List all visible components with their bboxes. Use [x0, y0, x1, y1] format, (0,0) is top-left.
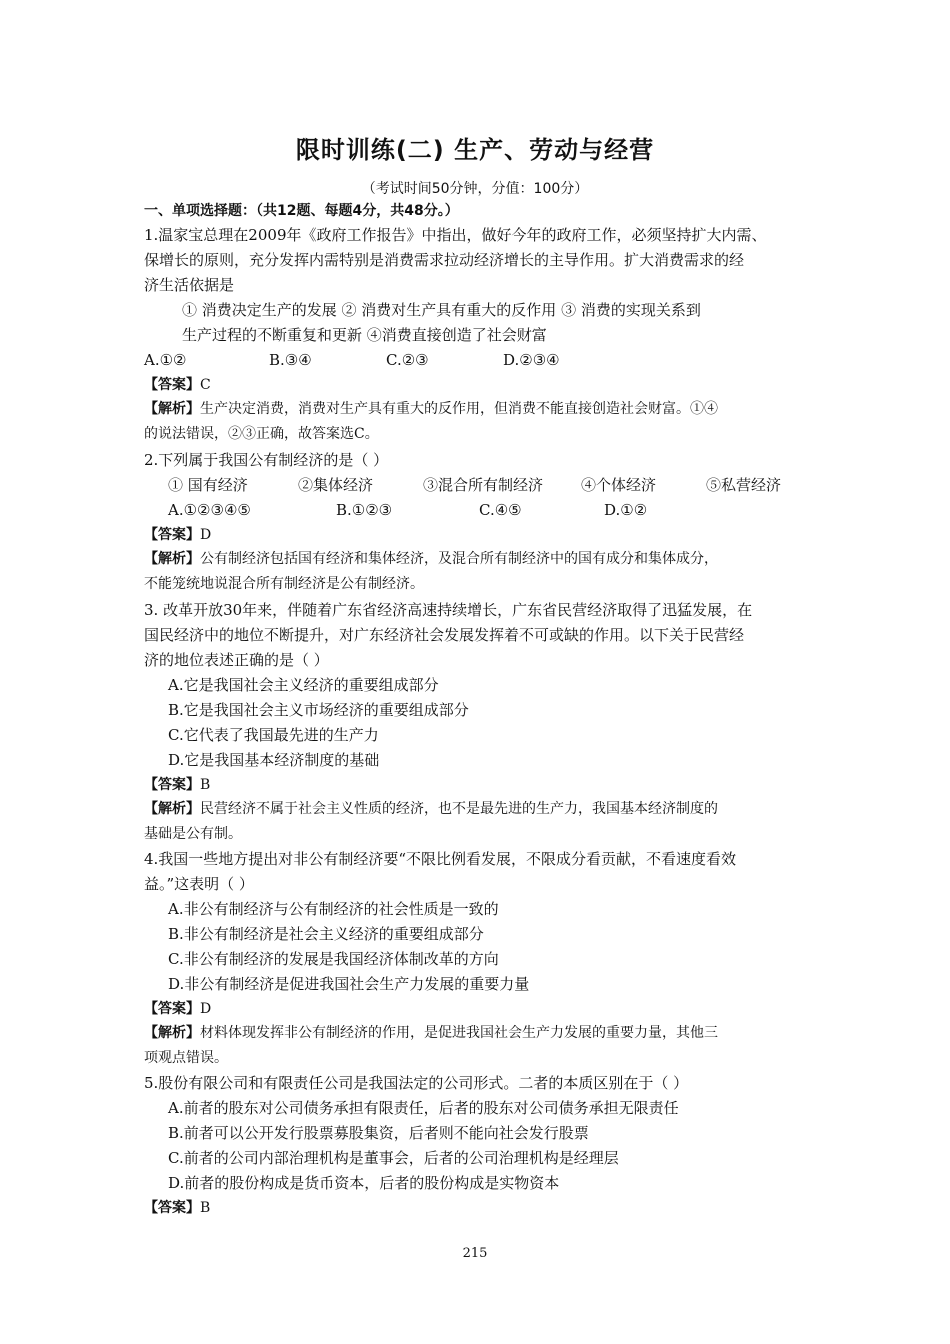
q4-answer-value: D	[200, 1001, 212, 1017]
q4-stem-line-1: 4.我国一些地方提出对非公有制经济要“不限比例看发展，不限成分看贡献，不看速度看效	[144, 850, 736, 868]
q4-option-d: D.非公有制经济是促进我国社会生产力发展的重要力量	[168, 975, 530, 993]
q5-stem: 5.股份有限公司和有限责任公司是我国法定的公司形式。二者的本质区别在于（ ）	[144, 1074, 689, 1092]
q1-option-b: B.③④	[269, 351, 312, 369]
q2-option-b: B.①②③	[336, 501, 393, 519]
q2-explanation-line-2: 不能笼统地说混合所有制经济是公有制经济。	[144, 576, 424, 592]
q1-explanation-line-1: 【解析】生产决定消费，消费对生产具有重大的反作用，但消费不能直接创造社会财富。①④	[144, 401, 718, 417]
q2-option-c: C.④⑤	[479, 501, 522, 519]
q2-answer-value: D	[200, 527, 212, 543]
q4-stem-line-2: 益。”这表明（ ）	[144, 875, 254, 893]
q3-explanation-line-2: 基础是公有制。	[144, 826, 242, 842]
explain-label: 【解析】	[144, 401, 200, 417]
q4-option-b: B.非公有制经济是社会主义经济的重要组成部分	[168, 925, 484, 943]
q1-item-line-2: 生产过程的不断重复和更新 ④消费直接创造了社会财富	[182, 326, 547, 344]
q3-option-d: D.它是我国基本经济制度的基础	[168, 751, 380, 769]
q3-answer-value: B	[200, 777, 211, 793]
q3-option-b: B.它是我国社会主义市场经济的重要组成部分	[168, 701, 469, 719]
q2-explanation-line-1: 【解析】公有制经济包括国有经济和集体经济，及混合所有制经济中的国有成分和集体成分，	[144, 551, 718, 567]
q2-item-1: ① 国有经济	[168, 476, 248, 494]
q2-stem: 2.下列属于我国公有制经济的是（ ）	[144, 451, 389, 469]
q1-stem-line-1: 1.温家宝总理在2009年《政府工作报告》中指出，做好今年的政府工作，必须坚持扩大内需、	[144, 226, 767, 244]
q2-item-4: ④个体经济	[581, 476, 657, 494]
q4-option-c: C.非公有制经济的发展是我国经济体制改革的方向	[168, 950, 499, 968]
q5-option-d: D.前者的股份构成是货币资本，后者的股份构成是实物资本	[168, 1174, 560, 1192]
q3-stem-line-2: 国民经济中的地位不断提升，对广东经济社会发展发挥着不可或缺的作用。以下关于民营经	[144, 626, 745, 644]
page-title: 限时训练(二) 生产、劳动与经营	[295, 136, 655, 164]
q1-stem-line-2: 保增长的原则，充分发挥内需特别是消费需求拉动经济增长的主导作用。扩大消费需求的经	[144, 251, 745, 269]
q3-answer: 【答案】B	[144, 777, 211, 793]
q2-item-5: ⑤私营经济	[706, 476, 782, 494]
exam-info: （考试时间50分钟，分值：100分）	[361, 181, 589, 197]
q1-answer-value: C	[200, 377, 211, 393]
q5-option-b: B.前者可以公开发行股票募股集资，后者则不能向社会发行股票	[168, 1124, 589, 1142]
q5-answer: 【答案】B	[144, 1200, 211, 1216]
q1-item-line-1: ① 消费决定生产的发展 ② 消费对生产具有重大的反作用 ③ 消费的实现关系到	[182, 301, 701, 319]
q4-answer: 【答案】D	[144, 1001, 212, 1017]
q5-answer-value: B	[200, 1200, 211, 1216]
q1-stem-line-3: 济生活依据是	[144, 276, 235, 294]
q4-explanation-line-1: 【解析】材料体现发挥非公有制经济的作用，是促进我国社会生产力发展的重要力量，其他三	[144, 1025, 718, 1041]
q1-answer	[144, 374, 211, 396]
q1-option-c: C.②③	[386, 351, 429, 369]
section-heading: 一、单项选择题：（共12题、每题4分，共48分。）	[144, 203, 459, 219]
q2-option-d: D.①②	[604, 501, 648, 519]
q1-options	[144, 349, 560, 371]
q2-item-3: ③混合所有制经济	[423, 476, 544, 494]
q1-option-a: A.①②	[144, 351, 187, 369]
q3-stem-line-1: 3. 改革开放30年来，伴随着广东省经济高速持续增长，广东省民营经济取得了迅猛发展，在	[144, 601, 753, 619]
q4-option-a: A.非公有制经济与公有制经济的社会性质是一致的	[168, 900, 499, 918]
q1-explanation-line-2: 的说法错误，②③正确，故答案选C。	[144, 426, 379, 442]
q3-explanation-line-1: 【解析】民营经济不属于社会主义性质的经济，也不是最先进的生产力，我国基本经济制度的	[144, 801, 718, 817]
q2-options	[168, 499, 647, 521]
page-number: 215	[462, 1246, 488, 1261]
q4-explanation-line-2: 项观点错误。	[144, 1050, 228, 1066]
q2-item-2: ②集体经济	[298, 476, 374, 494]
q3-option-c: C.它代表了我国最先进的生产力	[168, 726, 379, 744]
q3-option-a: A.它是我国社会主义经济的重要组成部分	[168, 676, 439, 694]
q5-option-c: C.前者的公司内部治理机构是董事会，后者的公司治理机构是经理层	[168, 1149, 619, 1167]
q1-option-d: D.②③④	[503, 351, 560, 369]
q2-items	[168, 474, 781, 496]
q5-option-a: A.前者的股东对公司债务承担有限责任，后者的股东对公司债务承担无限责任	[168, 1099, 679, 1117]
q2-option-a: A.①②③④⑤	[168, 501, 251, 519]
q2-answer: 【答案】D	[144, 527, 212, 543]
answer-label: 【答案】	[144, 377, 200, 393]
q3-stem-line-3: 济的地位表述正确的是（ ）	[144, 651, 329, 669]
